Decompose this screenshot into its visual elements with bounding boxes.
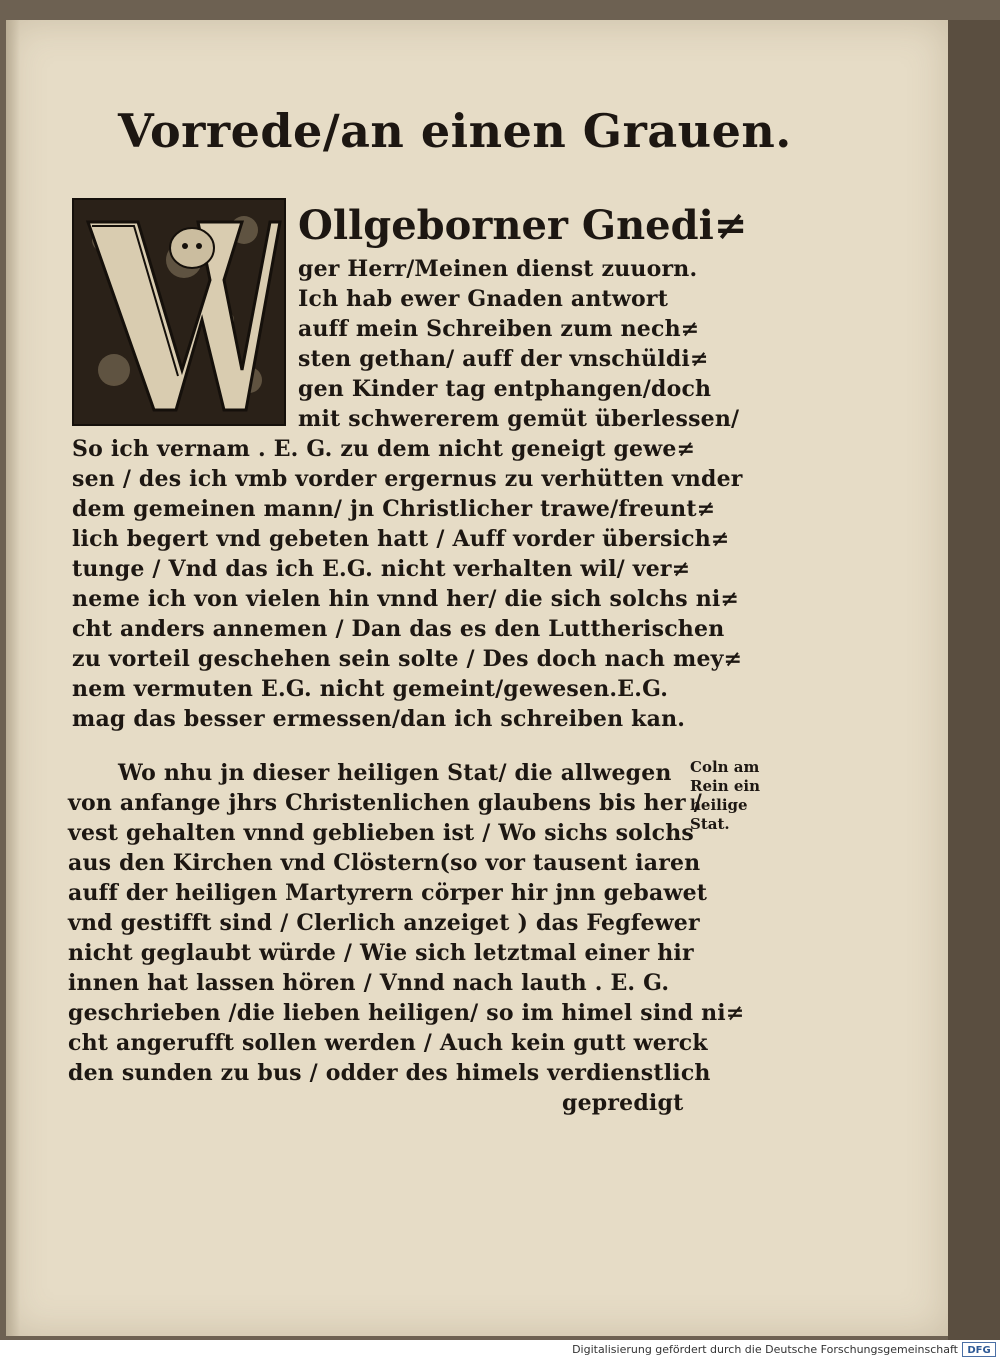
- body-line: So ich vernam . E. G. zu dem nicht geneigt gewe≠: [72, 436, 696, 462]
- margin-note-line: Stat.: [690, 815, 730, 833]
- page-gutter-shadow: [6, 20, 20, 1336]
- body-line: neme ich von vielen hin vnnd her/ die sich solchs ni≠: [72, 586, 740, 612]
- body-line: sen / des ich vmb vorder ergernus zu verhütten vnder: [72, 466, 743, 492]
- margin-note-line: Coln am: [690, 758, 760, 776]
- catchword: gepredigt: [562, 1090, 684, 1116]
- body-line: mit schwererem gemüt überlessen/: [298, 406, 740, 432]
- body-line: gen Kinder tag entphangen/doch: [298, 376, 712, 402]
- body-line: cht anders annemen / Dan das es den Luttherischen: [72, 616, 725, 642]
- decorated-initial-w: [72, 198, 286, 426]
- paragraph-line: von anfange jhrs Christenlichen glaubens bis her /: [68, 790, 702, 816]
- body-line: mag das besser ermessen/dan ich schreiben kan.: [72, 706, 686, 732]
- body-line: lich begert vnd gebeten hatt / Auff vorder übersich≠: [72, 526, 730, 552]
- paragraph-line: innen hat lassen hören / Vnnd nach lauth . E. G.: [68, 970, 670, 996]
- paragraph-line: den sunden zu bus / odder des himels verdienstlich: [68, 1060, 711, 1086]
- body-line: nem vermuten E.G. nicht gemeint/gewesen.E.G.: [72, 676, 669, 702]
- margin-note: [690, 758, 800, 834]
- dfg-logo: DFG: [962, 1342, 996, 1357]
- paragraph-line: vest gehalten vnnd geblieben ist / Wo sichs solchs: [68, 820, 694, 846]
- paragraph-line: aus den Kirchen vnd Clöstern(so vor tausent iaren: [68, 850, 701, 876]
- body-line: tunge / Vnd das ich E.G. nicht verhalten wil/ ver≠: [72, 556, 691, 582]
- paragraph-line: geschrieben /die lieben heiligen/ so im himel sind ni≠: [68, 1000, 745, 1026]
- page-heading: Vorrede/an einen Grauen.: [118, 104, 792, 158]
- woodcut-initial-image: [74, 200, 284, 424]
- body-line: Ich hab ewer Gnaden antwort: [298, 286, 669, 312]
- adjacent-page-edge: [948, 20, 1000, 1340]
- body-line: dem gemeinen mann/ jn Christlicher trawe/freunt≠: [72, 496, 716, 522]
- margin-note-line: Rein ein: [690, 777, 760, 795]
- first-line-text: Ollgeborner Gnedi≠: [298, 202, 748, 249]
- body-line: sten gethan/ auff der vnschüldi≠: [298, 346, 709, 372]
- paragraph-line: vnd gestifft sind / Clerlich anzeiget ) das Fegfewer: [68, 910, 700, 936]
- paragraph-line: nicht geglaubt würde / Wie sich letztmal einer hir: [68, 940, 694, 966]
- funding-credit: Digitalisierung gefördert durch die Deutsche Forschungsgemeinschaft: [572, 1343, 958, 1356]
- body-line: ger Herr/Meinen dienst zuuorn.: [298, 256, 698, 282]
- paragraph-line: Wo nhu jn dieser heiligen Stat/ die allwegen: [118, 760, 672, 786]
- body-line: auff mein Schreiben zum nech≠: [298, 316, 700, 342]
- footer-bar: [0, 1340, 1000, 1360]
- body-line: zu vorteil geschehen sein solte / Des doch nach mey≠: [72, 646, 743, 672]
- paragraph-line: cht angerufft sollen werden / Auch kein gutt werck: [68, 1030, 708, 1056]
- paragraph-line: auff der heiligen Martyrern cörper hir jnn gebawet: [68, 880, 708, 906]
- margin-note-line: heilige: [690, 796, 748, 814]
